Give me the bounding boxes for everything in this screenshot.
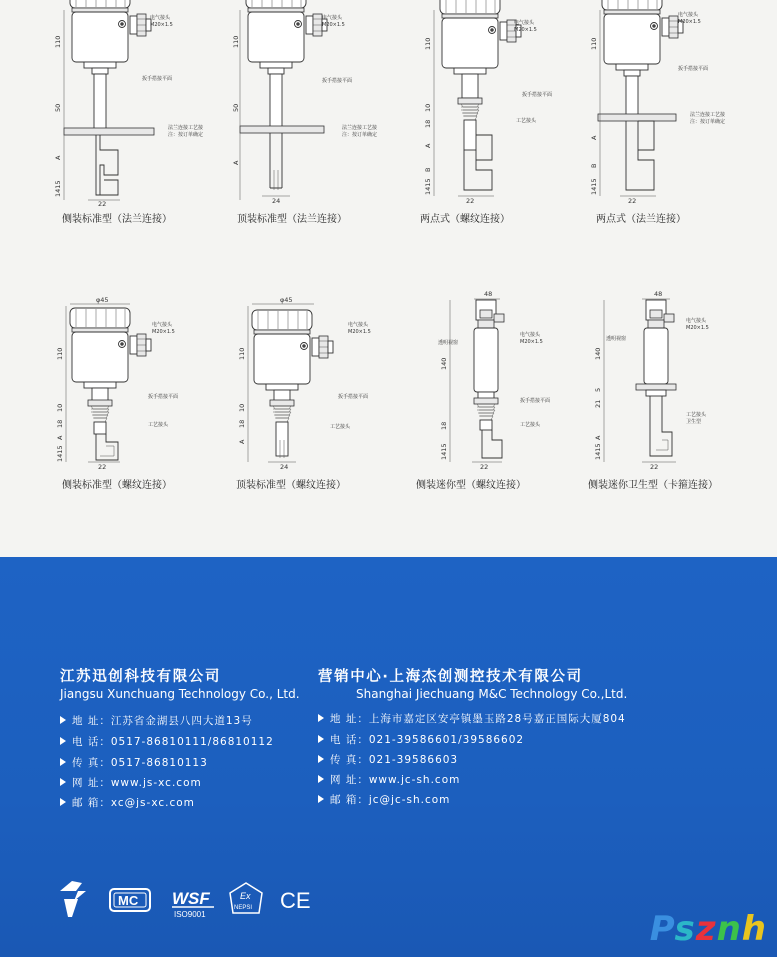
left-website[interactable]: 网 址：www.js-xc.com xyxy=(60,776,202,790)
bullet-icon xyxy=(60,758,66,766)
svg-text:扳手搭接平面: 扳手搭接平面 xyxy=(148,394,179,400)
right-website[interactable]: 网 址：www.jc-sh.com xyxy=(318,773,460,787)
bullet-icon xyxy=(318,735,324,743)
drawing-two-point-flange xyxy=(590,0,725,225)
svg-text:140: 140 xyxy=(594,347,602,360)
svg-text:22: 22 xyxy=(480,463,489,471)
bullet-icon xyxy=(60,798,66,806)
svg-text:A: A xyxy=(54,155,62,160)
right-address: 地 址：上海市嘉定区安亭镇墨玉路28号嘉正国际大厦804 xyxy=(318,712,626,726)
certification-logos xyxy=(56,877,326,922)
watermark-logo: Psznh xyxy=(649,909,767,949)
svg-text:10: 10 xyxy=(56,403,64,412)
svg-text:110: 110 xyxy=(424,37,432,50)
svg-text:1415: 1415 xyxy=(424,178,432,195)
svg-text:21: 21 xyxy=(594,399,602,408)
svg-text:φ45: φ45 xyxy=(96,296,109,304)
company-logo-icon xyxy=(60,881,86,917)
svg-text:110: 110 xyxy=(238,347,246,360)
svg-text:法兰连接工艺接: 法兰连接工艺接 xyxy=(690,112,726,118)
svg-text:M20×1.5: M20×1.5 xyxy=(322,22,345,28)
svg-text:电气接头: 电气接头 xyxy=(514,20,535,26)
bullet-icon xyxy=(318,714,324,722)
ex-nepsi-logo-icon xyxy=(230,883,262,913)
bullet-icon xyxy=(318,795,324,803)
svg-text:侧装标准型（法兰连接）: 侧装标准型（法兰连接） xyxy=(62,214,172,225)
svg-text:140: 140 xyxy=(440,357,448,370)
svg-text:A: A xyxy=(594,435,602,440)
bullet-icon xyxy=(60,778,66,786)
svg-text:顶装标准型（螺纹连接）: 顶装标准型（螺纹连接） xyxy=(236,480,346,491)
svg-text:注：按订单确定: 注：按订单确定 xyxy=(690,119,726,125)
svg-text:50: 50 xyxy=(54,103,62,112)
svg-text:22: 22 xyxy=(98,463,107,471)
svg-text:电气接头: 电气接头 xyxy=(520,332,541,338)
svg-text:扳手搭接平面: 扳手搭接平面 xyxy=(338,394,369,400)
svg-text:CE: CE xyxy=(280,888,311,913)
svg-text:22: 22 xyxy=(98,200,107,208)
left-company-name-cn: 江苏迅创科技有限公司 xyxy=(60,669,221,685)
svg-text:M20×1.5: M20×1.5 xyxy=(152,329,175,335)
svg-text:电气接头: 电气接头 xyxy=(152,322,173,328)
svg-text:10: 10 xyxy=(424,103,432,112)
svg-text:10: 10 xyxy=(238,403,246,412)
svg-text:法兰连接工艺接: 法兰连接工艺接 xyxy=(342,125,378,131)
svg-text:1415: 1415 xyxy=(594,443,602,460)
svg-text:1415: 1415 xyxy=(56,445,64,462)
contact-panel xyxy=(0,557,777,957)
svg-text:两点式（法兰连接）: 两点式（法兰连接） xyxy=(596,214,686,225)
svg-text:18: 18 xyxy=(440,421,448,430)
svg-text:扳手搭接平面: 扳手搭接平面 xyxy=(520,398,551,404)
svg-text:M20×1.5: M20×1.5 xyxy=(348,329,371,335)
svg-text:50: 50 xyxy=(232,103,240,112)
bullet-icon xyxy=(60,716,66,724)
drawing-top-standard-flange xyxy=(232,0,377,225)
svg-text:110: 110 xyxy=(56,347,64,360)
svg-text:22: 22 xyxy=(650,463,659,471)
svg-text:工艺接头: 工艺接头 xyxy=(520,422,541,428)
svg-text:M20×1.5: M20×1.5 xyxy=(520,339,543,345)
svg-text:1415: 1415 xyxy=(590,178,598,195)
svg-text:电气接头: 电气接头 xyxy=(348,322,369,328)
bullet-icon xyxy=(318,755,324,763)
svg-text:卫生型: 卫生型 xyxy=(686,419,702,425)
svg-text:工艺接头: 工艺接头 xyxy=(516,118,537,124)
left-fax: 传 真：0517-86810113 xyxy=(60,756,208,770)
svg-text:φ45: φ45 xyxy=(280,296,293,304)
svg-text:侧装迷你型（螺纹连接）: 侧装迷你型（螺纹连接） xyxy=(416,480,526,491)
left-email[interactable]: 邮 箱：xc@js-xc.com xyxy=(60,796,195,810)
svg-text:注：按订单确定: 注：按订单确定 xyxy=(168,132,204,138)
drawing-side-mini-hygienic-clamp xyxy=(588,290,718,491)
bullet-icon xyxy=(60,737,66,745)
left-address: 地 址：江苏省金湖县八四大道13号 xyxy=(60,714,253,728)
svg-text:工艺接头: 工艺接头 xyxy=(686,412,707,418)
svg-text:1415: 1415 xyxy=(440,443,448,460)
right-fax: 传 真：021-39586603 xyxy=(318,753,458,767)
svg-text:110: 110 xyxy=(54,35,62,48)
mc-logo-icon xyxy=(110,889,150,911)
svg-text:110: 110 xyxy=(590,37,598,50)
svg-text:22: 22 xyxy=(466,197,475,205)
svg-text:B: B xyxy=(590,163,598,168)
svg-text:侧装标准型（螺纹连接）: 侧装标准型（螺纹连接） xyxy=(62,480,172,491)
svg-text:A: A xyxy=(424,143,432,148)
svg-text:24: 24 xyxy=(280,463,289,471)
svg-text:18: 18 xyxy=(424,119,432,128)
svg-text:法兰连接工艺接: 法兰连接工艺接 xyxy=(168,125,204,131)
svg-text:22: 22 xyxy=(628,197,637,205)
drawing-two-point-thread xyxy=(420,0,552,225)
drawing-side-mini-thread xyxy=(416,290,550,491)
svg-text:A: A xyxy=(590,135,598,140)
svg-text:B: B xyxy=(424,167,432,172)
svg-text:24: 24 xyxy=(272,197,281,205)
svg-text:A: A xyxy=(232,160,240,165)
svg-text:110: 110 xyxy=(232,35,240,48)
drawing-side-standard-flange xyxy=(54,0,203,225)
svg-text:注：按订单确定: 注：按订单确定 xyxy=(342,132,378,138)
svg-text:M20×1.5: M20×1.5 xyxy=(514,27,537,33)
svg-text:48: 48 xyxy=(484,290,493,298)
bullet-icon xyxy=(318,775,324,783)
svg-text:扳手搭接平面: 扳手搭接平面 xyxy=(142,76,173,82)
svg-text:顶装标准型（法兰连接）: 顶装标准型（法兰连接） xyxy=(237,214,347,225)
left-phone: 电 话：0517-86810111/86810112 xyxy=(60,735,274,749)
svg-text:透明视窗: 透明视窗 xyxy=(438,340,459,346)
right-company-name-en: Shanghai Jiechuang M&C Technology Co.,Ltd. xyxy=(356,687,628,701)
svg-text:扳手搭接平面: 扳手搭接平面 xyxy=(678,66,709,72)
svg-text:透明视窗: 透明视窗 xyxy=(606,336,627,342)
drawing-side-standard-thread xyxy=(56,296,178,491)
svg-text:两点式（螺纹连接）: 两点式（螺纹连接） xyxy=(420,214,510,225)
right-phone: 电 话：021-39586601/39586602 xyxy=(318,733,524,747)
svg-text:侧装迷你卫生型（卡箍连接）: 侧装迷你卫生型（卡箍连接） xyxy=(588,480,718,491)
svg-text:A: A xyxy=(56,435,64,440)
svg-text:扳手搭接平面: 扳手搭接平面 xyxy=(522,92,553,98)
svg-text:ISO9001: ISO9001 xyxy=(174,910,206,919)
svg-text:M20×1.5: M20×1.5 xyxy=(678,19,701,25)
svg-text:MC: MC xyxy=(118,893,139,908)
svg-text:Ex: Ex xyxy=(240,891,251,901)
svg-text:18: 18 xyxy=(238,419,246,428)
svg-text:工艺接头: 工艺接头 xyxy=(330,424,351,430)
svg-text:扳手搭接平面: 扳手搭接平面 xyxy=(322,78,353,84)
svg-text:48: 48 xyxy=(654,290,663,298)
svg-text:1415: 1415 xyxy=(54,180,62,197)
svg-text:电气接头: 电气接头 xyxy=(322,15,343,21)
svg-text:5: 5 xyxy=(594,387,602,392)
svg-text:A: A xyxy=(238,439,246,444)
svg-text:电气接头: 电气接头 xyxy=(150,15,171,21)
svg-text:工艺接头: 工艺接头 xyxy=(148,422,169,428)
wsf-iso9001-logo-icon xyxy=(172,889,214,919)
right-email[interactable]: 邮 箱：jc@jc-sh.com xyxy=(318,793,450,807)
svg-text:电气接头: 电气接头 xyxy=(686,318,707,324)
ce-logo-icon xyxy=(280,888,311,913)
svg-text:电气接头: 电气接头 xyxy=(678,12,699,18)
svg-text:M20×1.5: M20×1.5 xyxy=(150,22,173,28)
right-company-name-cn: 营销中心·上海杰创测控技术有限公司 xyxy=(318,669,583,685)
svg-text:18: 18 xyxy=(56,419,64,428)
drawing-top-standard-thread xyxy=(236,296,371,491)
svg-text:WSF: WSF xyxy=(172,889,210,908)
svg-text:NEPSI: NEPSI xyxy=(234,905,253,911)
svg-text:M20×1.5: M20×1.5 xyxy=(686,325,709,331)
left-company-name-en: Jiangsu Xunchuang Technology Co., Ltd. xyxy=(60,687,300,701)
